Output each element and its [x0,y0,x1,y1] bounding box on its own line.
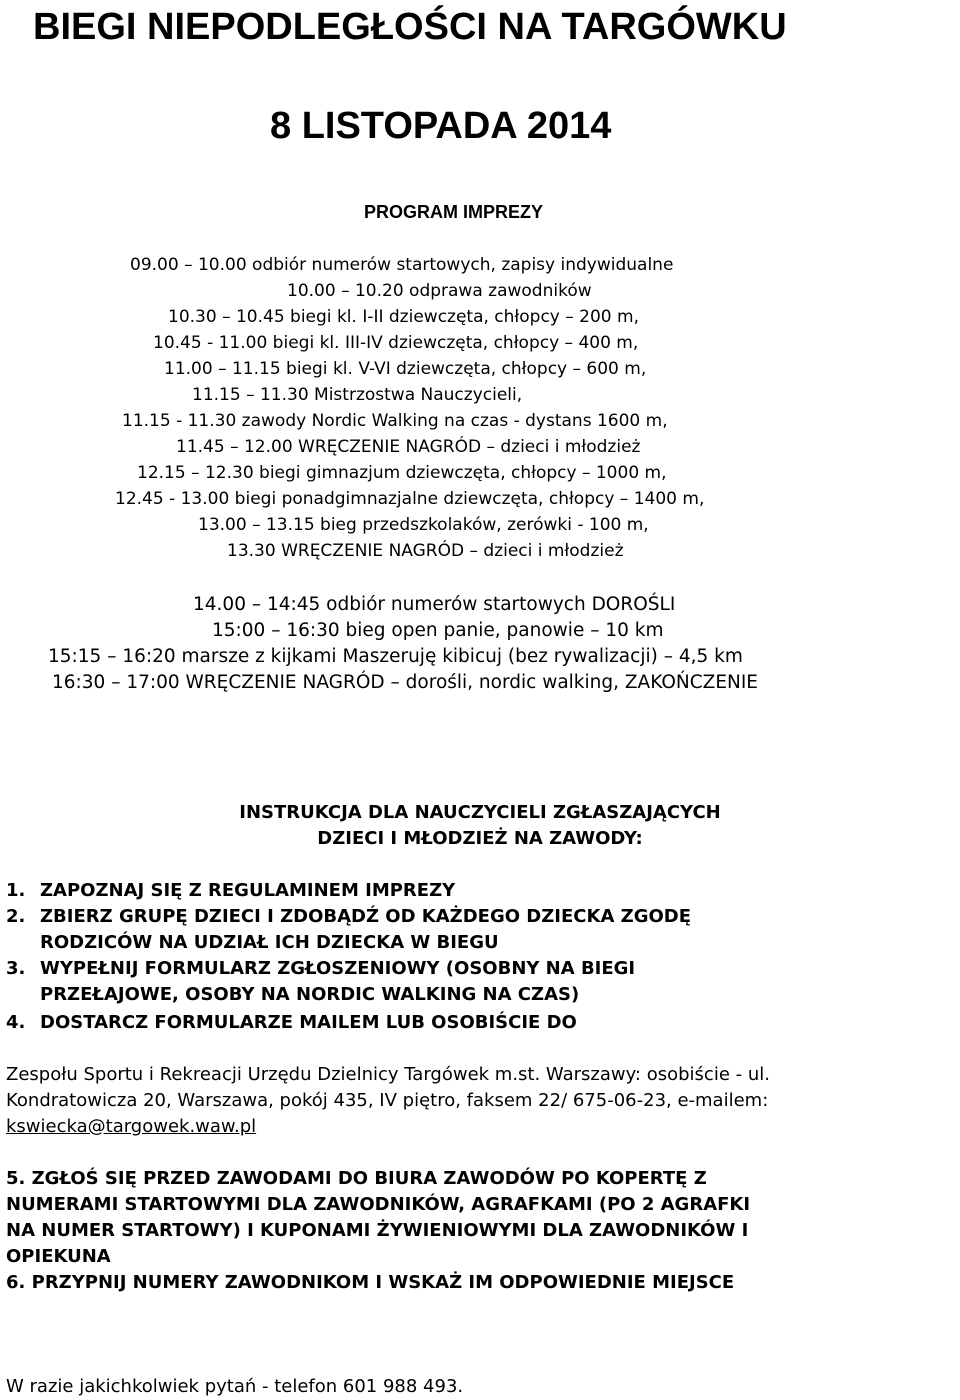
step-5-line: 5. ZGŁOŚ SIĘ PRZED ZAWODAMI DO BIURA ZAWODÓW PO KOPERTĘ Z [6,1168,707,1189]
step-text: RODZICÓW NA UDZIAŁ ICH DZIECKA W BIEGU [40,932,499,953]
email-link[interactable]: kswiecka@targowek.waw.pl [6,1116,257,1137]
schedule-line: 11.45 – 12.00 WRĘCZENIE NAGRÓD – dzieci i młodzież [176,437,641,457]
instructions-heading: DZIECI I MŁODZIEŻ NA ZAWODY: [317,828,643,849]
schedule-line: 14.00 – 14:45 odbiór numerów startowych DOROŚLI [193,594,676,615]
step-text: ZBIERZ GRUPĘ DZIECI I ZDOBĄDŹ OD KAŻDEGO DZIECKA ZGODĘ [40,906,692,927]
schedule-line: 11.15 – 11.30 Mistrzostwa Nauczycieli, [192,385,523,405]
schedule-line: 15:00 – 16:30 bieg open panie, panowie – 10 km [212,620,664,641]
schedule-line: 12.45 - 13.00 biegi ponadgimnazjalne dziewczęta, chłopcy – 1400 m, [115,489,705,509]
step-text: WYPEŁNIJ FORMULARZ ZGŁOSZENIOWY (OSOBNY NA BIEGI [40,958,636,979]
schedule-line: 15:15 – 16:20 marsze z kijkami Maszeruję kibicuj (bez rywalizacji) – 4,5 km [48,646,743,667]
step-6-line: 6. PRZYPNIJ NUMERY ZAWODNIKOM I WSKAŻ IM ODPOWIEDNIE MIEJSCE [6,1272,735,1293]
step-number: 1. [6,880,26,901]
schedule-line: 13.00 – 13.15 bieg przedszkolaków, zerówki - 100 m, [198,515,649,535]
schedule-line: 12.15 – 12.30 biegi gimnazjum dziewczęta, chłopcy – 1000 m, [137,463,667,483]
address-line: Kondratowicza 20, Warszawa, pokój 435, IV piętro, faksem 22/ 675-06-23, e-mailem: [6,1090,769,1111]
step-5-line: OPIEKUNA [6,1246,111,1267]
schedule-line: 10.30 – 10.45 biegi kl. I-II dziewczęta, chłopcy – 200 m, [168,307,639,327]
schedule-line: 10.45 - 11.00 biegi kl. III-IV dziewczęta, chłopcy – 400 m, [153,333,639,353]
address-line: Zespołu Sportu i Rekreacji Urzędu Dzielnicy Targówek m.st. Warszawy: osobiście - ul. [6,1064,770,1085]
footer-contact: W razie jakichkolwiek pytań - telefon 601 988 493. [6,1376,464,1397]
schedule-line: 16:30 – 17:00 WRĘCZENIE NAGRÓD – dorośli, nordic walking, ZAKOŃCZENIE [52,672,758,693]
schedule-line: 09.00 – 10.00 odbiór numerów startowych, zapisy indywidualne [130,255,674,275]
step-5-line: NA NUMER STARTOWY) I KUPONAMI ŻYWIENIOWYMI DLA ZAWODNIKÓW I [6,1220,749,1241]
step-text: PRZEŁAJOWE, OSOBY NA NORDIC WALKING NA CZAS) [40,984,580,1005]
step-text: DOSTARCZ FORMULARZE MAILEM LUB OSOBIŚCIE DO [40,1012,577,1033]
step-number: 2. [6,906,26,927]
program-heading: PROGRAM IMPREZY [364,202,544,222]
event-date: 8 LISTOPADA 2014 [270,105,612,147]
schedule-line: 11.15 - 11.30 zawody Nordic Walking na czas - dystans 1600 m, [122,411,668,431]
step-5-line: NUMERAMI STARTOWYMI DLA ZAWODNIKÓW, AGRAFKAMI (PO 2 AGRAFKI [6,1194,751,1215]
step-text: ZAPOZNAJ SIĘ Z REGULAMINEM IMPREZY [40,880,456,901]
schedule-line: 13.30 WRĘCZENIE NAGRÓD – dzieci i młodzież [227,541,624,561]
step-number: 3. [6,958,26,979]
schedule-line: 10.00 – 10.20 odprawa zawodników [287,281,592,301]
step-number: 4. [6,1012,26,1033]
document-title: BIEGI NIEPODLEGŁOŚCI NA TARGÓWKU [33,6,787,48]
schedule-line: 11.00 – 11.15 biegi kl. V-VI dziewczęta, chłopcy – 600 m, [164,359,647,379]
instructions-heading: INSTRUKCJA DLA NAUCZYCIELI ZGŁASZAJĄCYCH [239,802,721,823]
